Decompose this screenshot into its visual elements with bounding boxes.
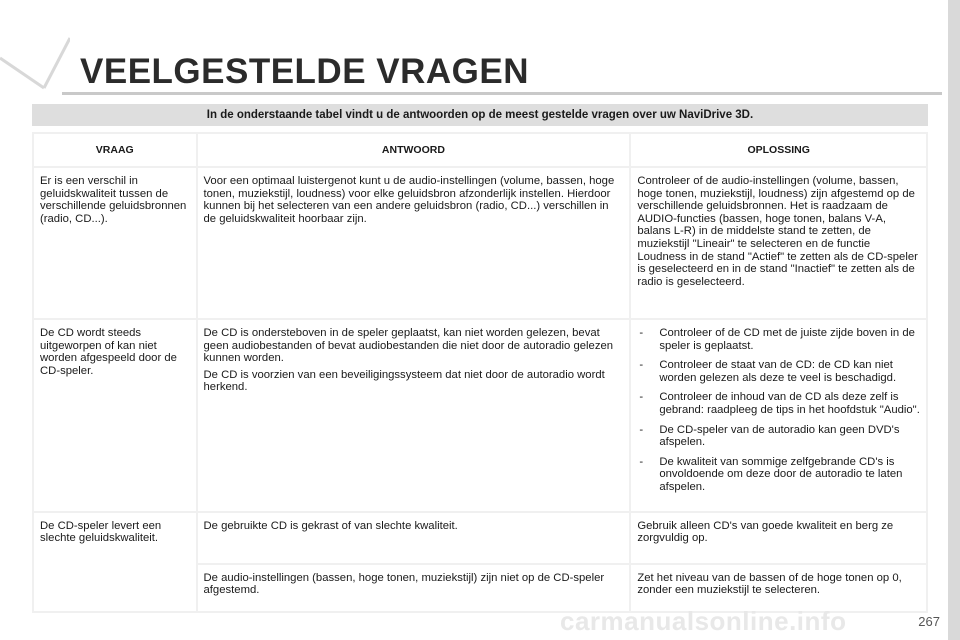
watermark-text: carmanualsonline.info — [560, 606, 847, 636]
corner-decoration — [0, 0, 70, 90]
faq-table — [32, 132, 928, 613]
solution-cell: Controleer of de audio-instellingen (volume, bassen, hoge tonen, muziekstijl, loudness) zijn afgestemd op de verschillende geluidsbronnen. Het is raadzaam de AUDIO-functies (bassen, hoge tonen, balans V-A, balans L-R) in de middelste stand te zetten, de muziekstijl "Lineair" te selecteren en de functie Loudness in de stand "Actief" te zetten als de CD-speler is geselecteerd en in de stand "Inactief" te zetten als de radio is geselecteerd. — [631, 168, 926, 318]
table-row — [34, 168, 926, 318]
list-item: - Controleer de inhoud van de CD als deze zelf is gebrand: raadpleeg de tips in het hoofdstuk "Audio". — [639, 391, 920, 416]
list-item: - Controleer of de CD met de juiste zijde boven in de speler is geplaatst. — [639, 327, 915, 352]
solution-list — [637, 327, 920, 494]
page-title: VEELGESTELDE VRAGEN — [80, 52, 530, 91]
list-item: - De kwaliteit van sommige zelfgebrande CD's is onvoldoende om deze door de autoradio te laten afspelen. — [639, 455, 903, 493]
header-solution: OPLOSSING — [631, 134, 926, 166]
answer-text: Voor een optimaal luistergenot kunt u de audio-instellingen (volume, bassen, hoge tonen, muziekstijl, loudness) voor elke geluidsbron afzonderlijk instellen. Hierdoor kunnen bij het selecteren van een andere geluidsbron (radio, CD...) verschillen in de geluidskwaliteit hoorbaar zijn. — [203, 175, 615, 225]
solution-cell: Zet het niveau van de bassen of de hoge tonen op 0, zonder een muziekstijl te selecteren. — [631, 565, 926, 611]
page-number: 267 — [918, 614, 940, 629]
answer-cell — [198, 168, 630, 318]
question-cell: Er is een verschil in geluidskwaliteit tussen de verschillende geluidsbronnen (radio, CD...). — [34, 168, 196, 318]
answer-cell — [198, 565, 630, 611]
dash-bullet: - — [639, 359, 644, 372]
answer-text: De gebruikte CD is gekrast of van slechte kwaliteit. — [203, 519, 458, 532]
dash-bullet: - — [639, 327, 644, 339]
list-item: - Controleer de staat van de CD: de CD kan niet worden gelezen als deze te veel is beschadigd. — [639, 359, 897, 384]
answer-text: De audio-instellingen (bassen, hoge tonen, muziekstijl) zijn niet op de CD-speler afgestemd. — [203, 571, 605, 597]
answer-cell — [198, 513, 630, 563]
dash-bullet: - — [639, 455, 644, 468]
solution-cell: Gebruik alleen CD's van goede kwaliteit en berg ze zorgvuldig op. — [631, 513, 926, 563]
table-row — [34, 513, 926, 563]
question-cell: De CD wordt steeds uitgeworpen of kan niet worden afgespeeld door de CD-speler. — [34, 320, 196, 511]
table-header-row — [34, 134, 926, 166]
list-item: - De CD-speler van de autoradio kan geen DVD's afspelen. — [639, 423, 900, 449]
intro-text: In de onderstaande tabel vindt u de antwoorden op de meest gestelde vragen over uw NaviDrive 3D. — [206, 109, 754, 121]
answer-text: De CD is voorzien van een beveiligingssysteem dat niet door de autoradio wordt herkend. — [203, 368, 605, 394]
header-question: VRAAG — [34, 134, 196, 166]
page-edge-strip — [948, 0, 960, 640]
intro-banner — [32, 104, 928, 126]
answer-text: De CD is ondersteboven in de speler geplaatst, kan niet worden gelezen, bevat geen audiobestanden of bevat audiobestanden die niet door de autoradio gelezen kunnen worden. — [203, 327, 614, 365]
answer-cell — [198, 320, 630, 511]
dash-bullet: - — [639, 391, 644, 404]
dash-bullet: - — [639, 423, 644, 436]
title-underline — [62, 92, 942, 95]
solution-cell — [631, 320, 926, 511]
question-cell: De CD-speler levert een slechte geluidskwaliteit. — [34, 513, 196, 611]
header-answer: ANTWOORD — [198, 134, 630, 166]
table-row — [34, 320, 926, 511]
